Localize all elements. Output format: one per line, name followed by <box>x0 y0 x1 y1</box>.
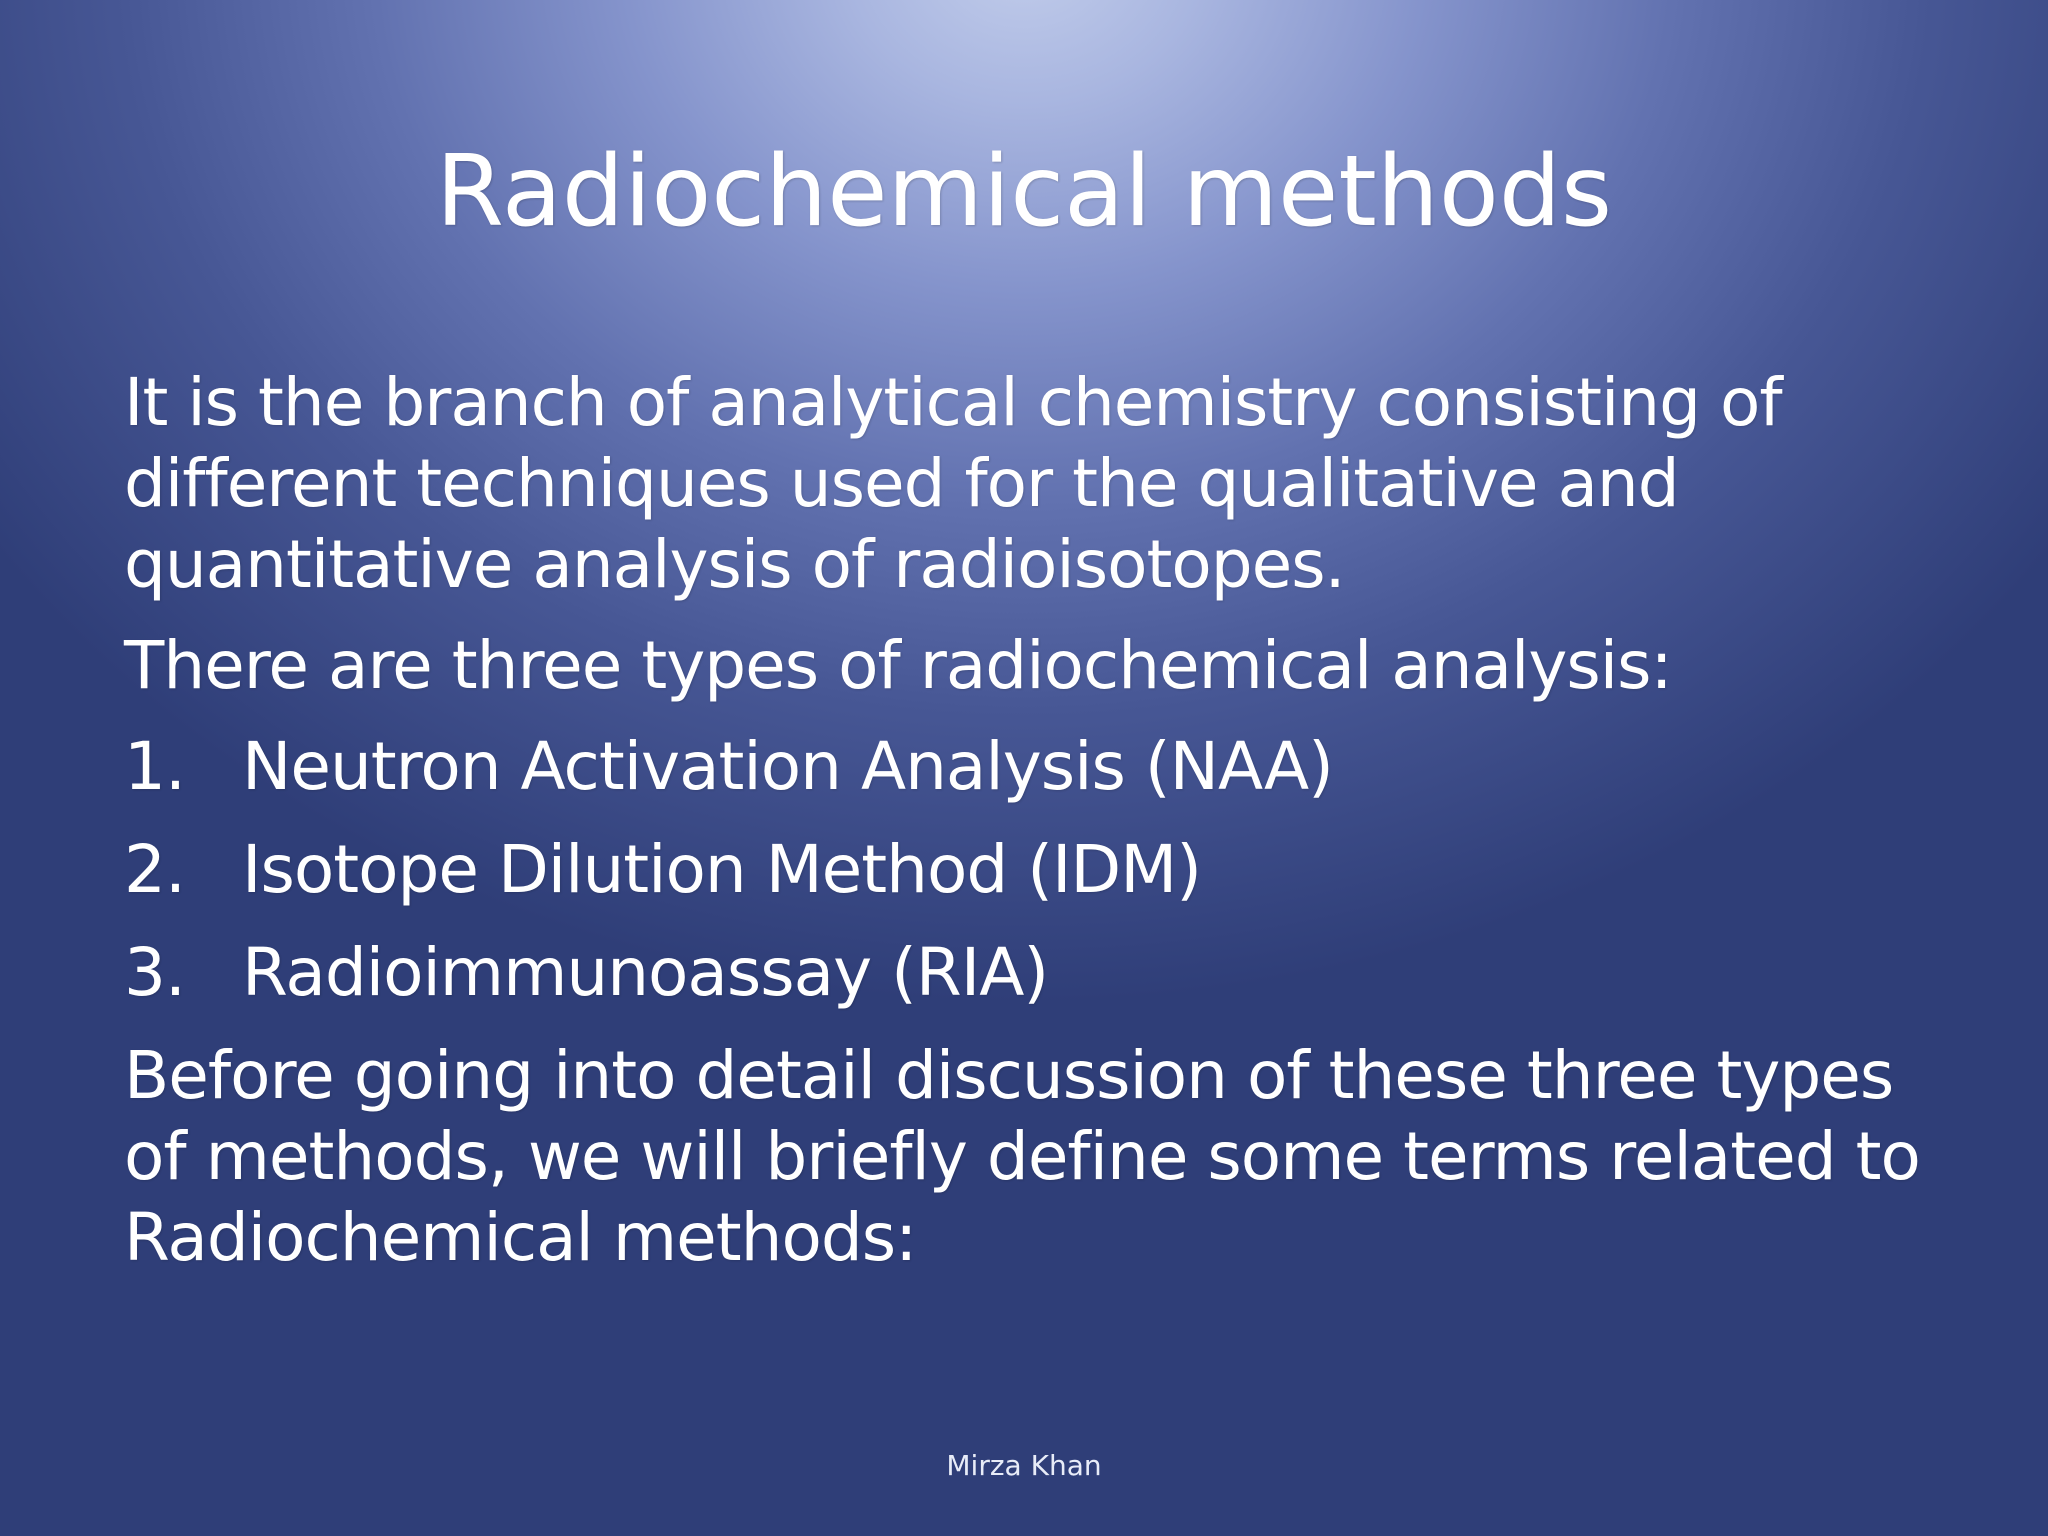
list-text: Neutron Activation Analysis (NAA) <box>242 728 1333 805</box>
list-text: Radioimmunoassay (RIA) <box>242 934 1049 1011</box>
types-heading: There are three types of radiochemical analysis: <box>124 627 1672 704</box>
list-number: 2. <box>124 831 185 908</box>
slide-footer: Mirza Khan <box>946 1449 1102 1482</box>
list-item <box>124 726 1954 807</box>
slide-title: Radiochemical methods <box>435 135 1613 249</box>
closing-paragraph: Before going into detail discussion of these three types of methods, we will briefly define some terms related to Radiochemical methods: <box>124 1037 1920 1276</box>
list-item <box>124 829 1954 910</box>
list-number: 1. <box>124 728 185 805</box>
intro-paragraph: It is the branch of analytical chemistry consisting of different techniques used for the qualitative and quantitative analysis of radioisotopes. <box>124 364 1782 603</box>
analysis-types-list <box>124 726 1954 1013</box>
list-number: 3. <box>124 934 185 1011</box>
list-text: Isotope Dilution Method (IDM) <box>242 831 1201 908</box>
list-item <box>124 932 1954 1013</box>
slide-body <box>124 362 1954 1298</box>
